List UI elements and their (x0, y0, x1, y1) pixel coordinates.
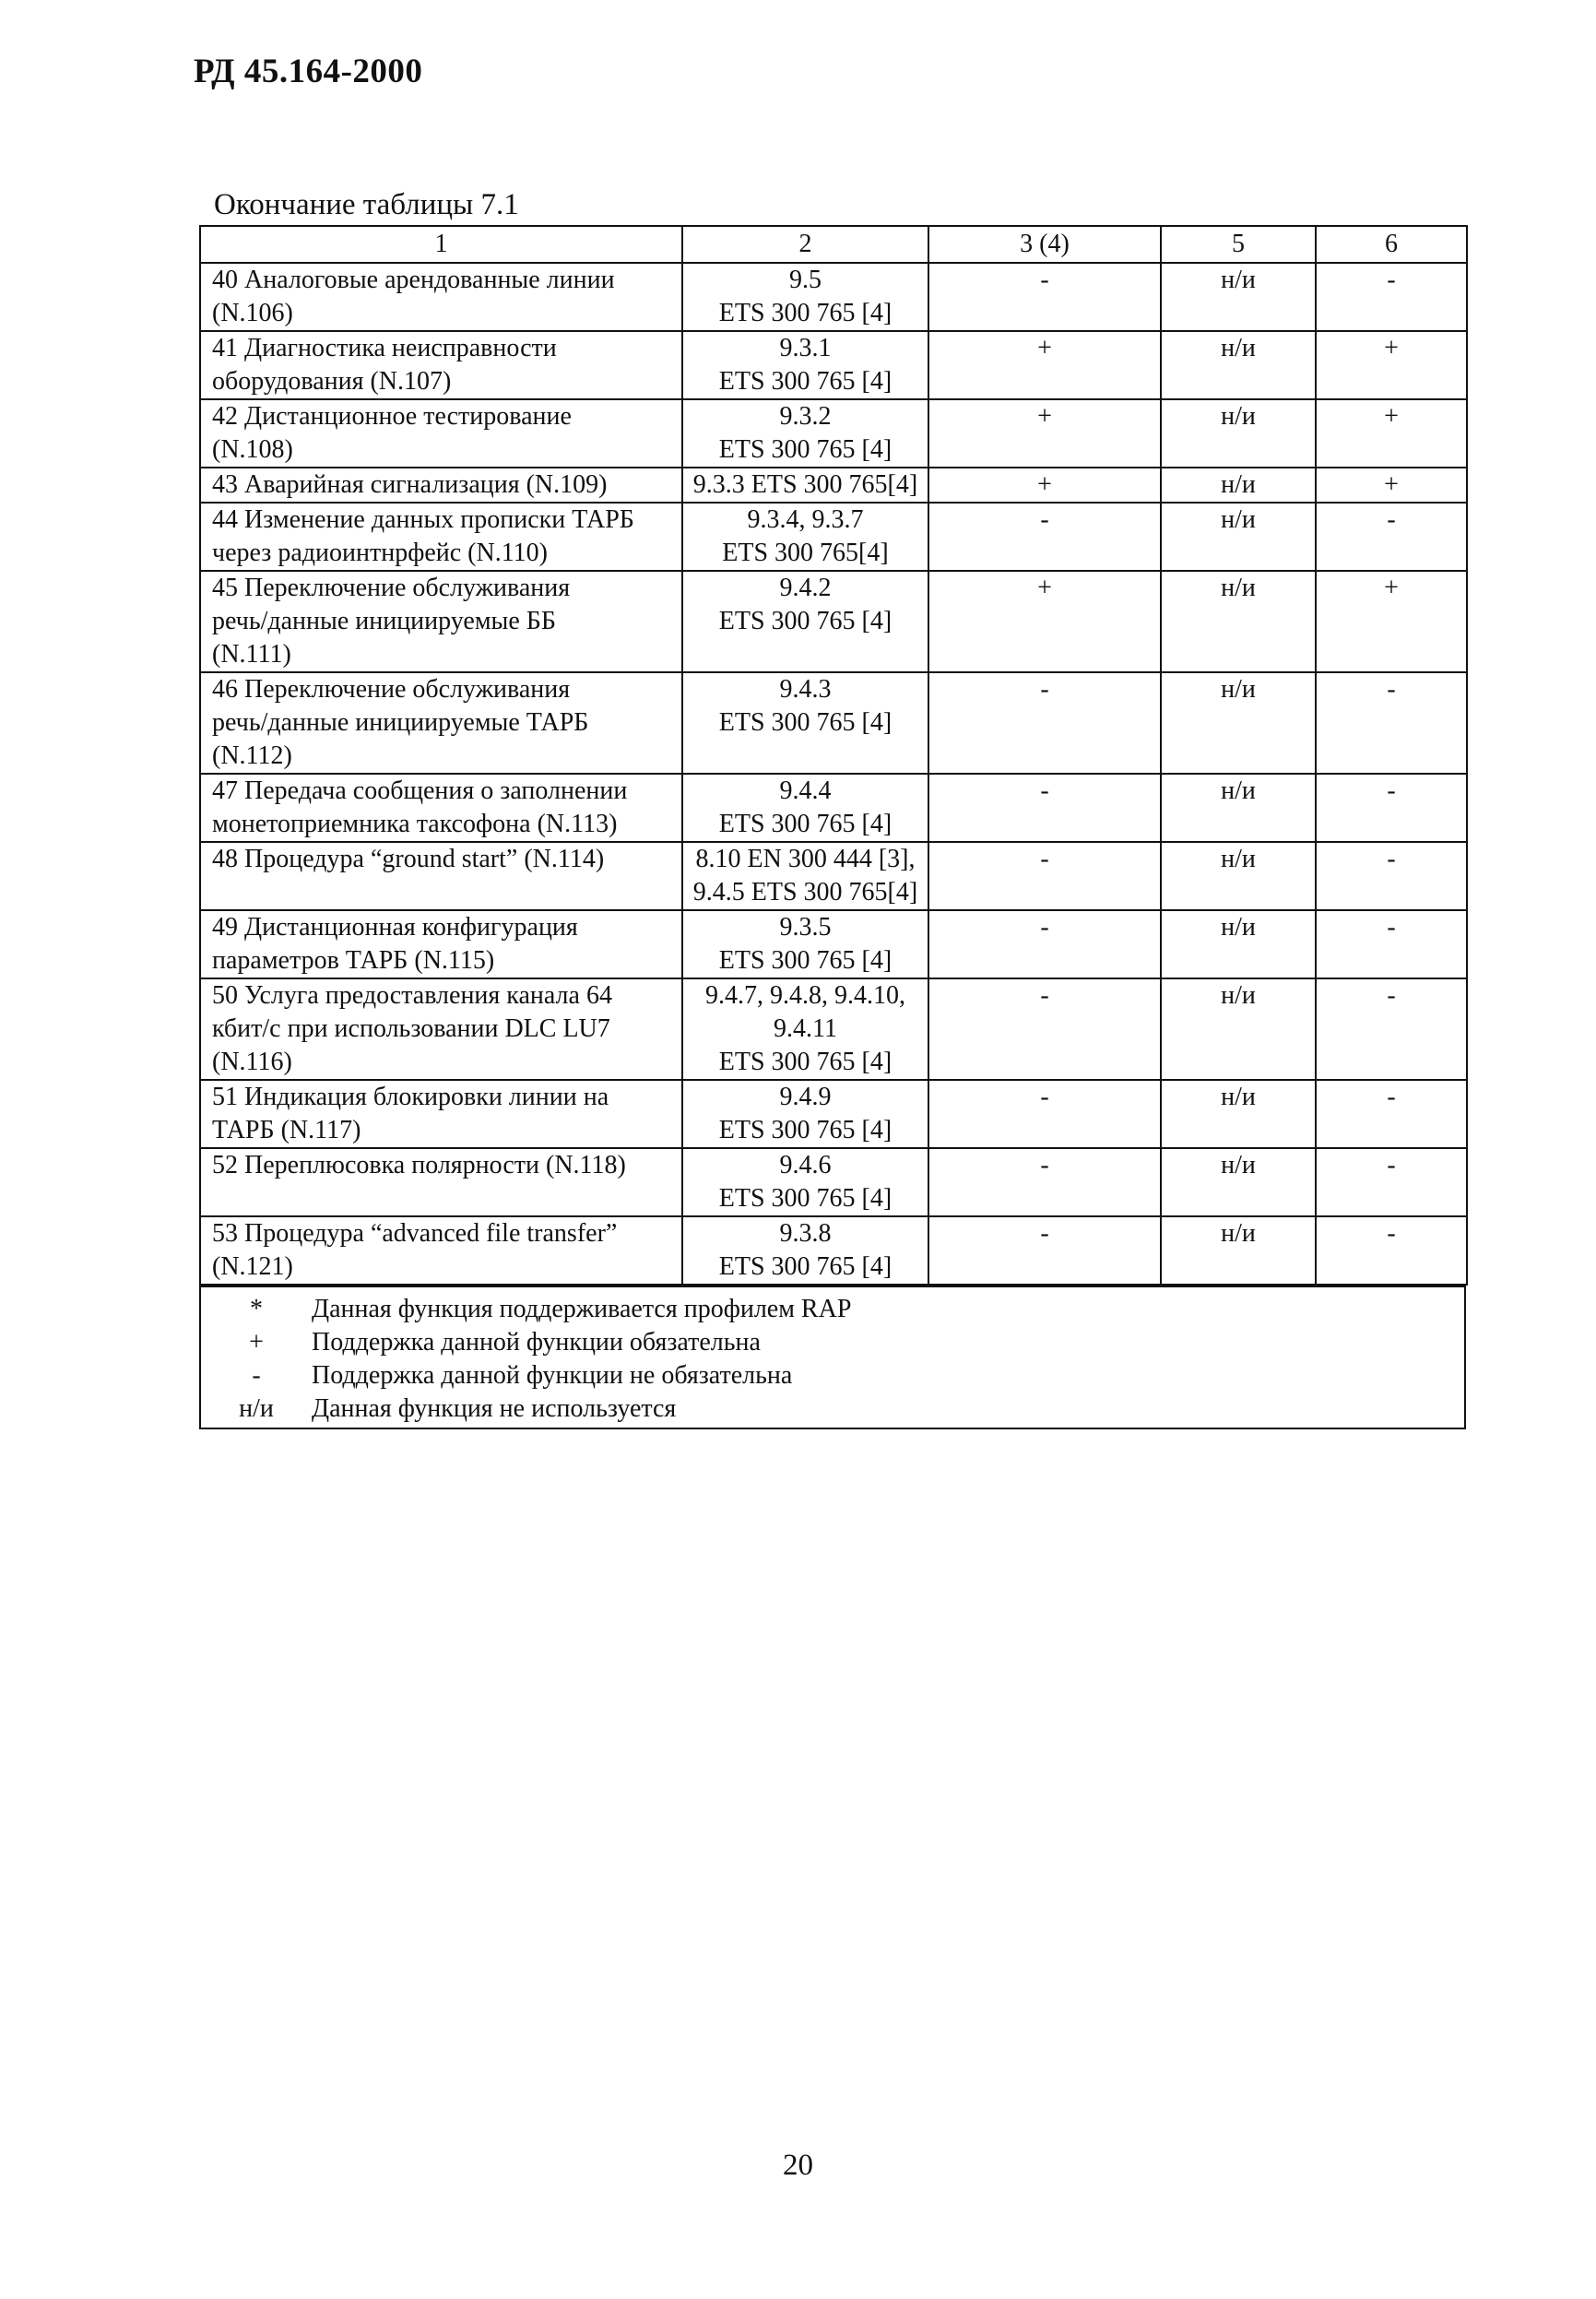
reference-cell-line: 9.4.2 (779, 574, 832, 602)
reference-cell-line: ETS 300 765 [4] (718, 1116, 893, 1144)
function-name-cell-line: 43 Аварийная сигнализация (N.109) (212, 470, 608, 499)
support-col5-cell: н/и (1161, 842, 1316, 910)
legend-symbol: н/и (239, 1394, 274, 1423)
reference-cell-line: 9.4.5 ETS 300 765[4] (692, 878, 918, 907)
column-header: 6 (1316, 226, 1467, 263)
reference-cell-line: ETS 300 765 [4] (718, 367, 893, 396)
column-header: 3 (4) (928, 226, 1161, 263)
support-col3-cell: - (928, 842, 1161, 910)
legend-text: Данная функция не используется (312, 1394, 677, 1423)
support-col5-cell: н/и (1161, 263, 1316, 331)
table-container (199, 225, 1466, 1429)
column-header: 5 (1161, 226, 1316, 263)
support-col3-cell: - (928, 503, 1161, 571)
legend-text: Поддержка данной функции не обязательна (312, 1361, 793, 1390)
reference-cell-line: 9.4.9 (779, 1083, 832, 1111)
function-name-cell (200, 978, 682, 1080)
support-col5-cell: н/и (1161, 978, 1316, 1080)
function-name-cell (200, 503, 682, 571)
function-name-cell-line: (N.106) (212, 299, 293, 327)
table-row (200, 571, 1467, 672)
reference-cell-line: ETS 300 765 [4] (718, 1048, 893, 1076)
function-name-cell (200, 774, 682, 842)
function-name-cell (200, 468, 682, 503)
support-col3-cell: - (928, 1148, 1161, 1216)
function-name-cell-line: (N.121) (212, 1252, 293, 1281)
reference-cell-line: 9.4.3 (779, 675, 832, 704)
support-col6-cell: - (1316, 263, 1467, 331)
function-name-cell-line: 40 Аналоговые арендованные линии (212, 266, 615, 294)
reference-cell-line: 9.4.7, 9.4.8, 9.4.10, (705, 981, 905, 1010)
support-col5-cell: н/и (1161, 910, 1316, 978)
reference-cell (682, 1148, 928, 1216)
function-name-cell-line: (N.116) (212, 1048, 292, 1076)
table-row (200, 774, 1467, 842)
reference-cell-line: ETS 300 765[4] (722, 539, 889, 567)
legend-symbol: + (249, 1328, 264, 1357)
reference-cell (682, 1216, 928, 1285)
reference-cell-line: ETS 300 765 [4] (718, 810, 893, 838)
function-name-cell (200, 1216, 682, 1285)
table-caption: Окончание таблицы 7.1 (214, 188, 519, 221)
legend-item (201, 1326, 1464, 1359)
support-col6-cell: - (1316, 774, 1467, 842)
support-col3-cell: - (928, 774, 1161, 842)
reference-cell-line: 9.3.8 (779, 1219, 832, 1248)
table-row (200, 1148, 1467, 1216)
support-col5-cell: н/и (1161, 1148, 1316, 1216)
table-row (200, 331, 1467, 399)
function-name-cell-line: (N.108) (212, 435, 293, 464)
legend-text: Данная функция поддерживается профилем RAP (312, 1295, 852, 1323)
table-row (200, 1080, 1467, 1148)
table-row (200, 910, 1467, 978)
support-col6-cell: - (1316, 503, 1467, 571)
reference-cell-line: ETS 300 765 [4] (718, 435, 893, 464)
reference-cell (682, 672, 928, 774)
function-name-cell (200, 331, 682, 399)
support-col3-cell: - (928, 1216, 1161, 1285)
support-col6-cell: + (1316, 399, 1467, 468)
reference-cell (682, 774, 928, 842)
function-name-cell-line: 42 Дистанционное тестирование (212, 402, 572, 431)
reference-cell-line: 9.4.6 (779, 1151, 832, 1179)
support-col6-cell: - (1316, 672, 1467, 774)
reference-cell-line: ETS 300 765 [4] (718, 607, 893, 635)
function-name-cell-line: 47 Передача сообщения о заполнении (212, 776, 628, 805)
function-name-cell-line: монетоприемника таксофона (N.113) (212, 810, 618, 838)
support-col6-cell: + (1316, 468, 1467, 503)
legend-symbol: * (250, 1295, 263, 1323)
support-col6-cell: + (1316, 571, 1467, 672)
reference-cell (682, 503, 928, 571)
reference-cell-line: 9.3.5 (779, 913, 832, 942)
support-col5-cell: н/и (1161, 774, 1316, 842)
reference-cell-line: 8.10 EN 300 444 [3], (695, 845, 916, 873)
document-code: РД 45.164-2000 (194, 53, 423, 90)
legend-symbol: - (252, 1361, 261, 1390)
support-col5-cell: н/и (1161, 1080, 1316, 1148)
support-col5-cell: н/и (1161, 672, 1316, 774)
table-body (200, 226, 1467, 1285)
support-col6-cell: - (1316, 842, 1467, 910)
support-col3-cell: + (928, 331, 1161, 399)
function-name-cell-line: 44 Изменение данных прописки ТАРБ (212, 505, 634, 534)
reference-cell (682, 263, 928, 331)
support-col3-cell: + (928, 571, 1161, 672)
function-name-cell-line: параметров ТАРБ (N.115) (212, 946, 495, 975)
function-name-cell-line: 49 Дистанционная конфигурация (212, 913, 578, 942)
reference-cell-line: 9.4.4 (779, 776, 832, 805)
function-name-cell-line: 53 Процедура “advanced file transfer” (212, 1219, 618, 1248)
table-row (200, 468, 1467, 503)
function-name-cell-line: оборудования (N.107) (212, 367, 452, 396)
reference-cell (682, 842, 928, 910)
support-col5-cell: н/и (1161, 1216, 1316, 1285)
reference-cell-line: ETS 300 765 [4] (718, 708, 893, 737)
function-name-cell-line: 50 Услуга предоставления канала 64 (212, 981, 612, 1010)
function-name-cell-line: речь/данные инициируемые ББ (212, 607, 556, 635)
function-name-cell-line: 48 Процедура “ground start” (N.114) (212, 845, 605, 873)
reference-cell (682, 399, 928, 468)
reference-cell-line: ETS 300 765 [4] (718, 1252, 893, 1281)
legend-item (201, 1359, 1464, 1392)
support-col6-cell: - (1316, 1216, 1467, 1285)
reference-cell (682, 331, 928, 399)
legend (199, 1286, 1466, 1429)
reference-cell-line: 9.3.1 (779, 334, 832, 362)
support-col6-cell: - (1316, 978, 1467, 1080)
function-name-cell (200, 1148, 682, 1216)
reference-cell-line: ETS 300 765 [4] (718, 299, 893, 327)
reference-cell (682, 978, 928, 1080)
function-name-cell (200, 672, 682, 774)
reference-cell-line: 9.3.3 ETS 300 765[4] (692, 470, 918, 499)
page-number: 20 (783, 2149, 813, 2182)
support-col3-cell: - (928, 910, 1161, 978)
function-name-cell-line: (N.112) (212, 741, 292, 770)
support-col3-cell: - (928, 1080, 1161, 1148)
support-col3-cell: - (928, 672, 1161, 774)
support-col5-cell: н/и (1161, 503, 1316, 571)
legend-text: Поддержка данной функции обязательна (312, 1328, 761, 1357)
reference-cell-line: ETS 300 765 [4] (718, 946, 893, 975)
legend-list (201, 1293, 1464, 1426)
support-col3-cell: + (928, 468, 1161, 503)
support-col5-cell: н/и (1161, 399, 1316, 468)
table-row (200, 399, 1467, 468)
column-header: 2 (682, 226, 928, 263)
function-name-cell (200, 1080, 682, 1148)
support-col3-cell: - (928, 978, 1161, 1080)
column-header: 1 (200, 226, 682, 263)
reference-cell (682, 1080, 928, 1148)
table-row (200, 263, 1467, 331)
function-name-cell-line: 52 Переплюсовка полярности (N.118) (212, 1151, 626, 1179)
function-name-cell-line: речь/данные инициируемые ТАРБ (212, 708, 589, 737)
legend-item (201, 1392, 1464, 1426)
function-name-cell-line: через радиоинтнрфейс (N.110) (212, 539, 548, 567)
function-name-cell (200, 399, 682, 468)
table-header-row (200, 226, 1467, 263)
reference-cell-line: 9.4.11 (774, 1014, 837, 1043)
reference-cell (682, 571, 928, 672)
reference-cell (682, 468, 928, 503)
support-col6-cell: - (1316, 1080, 1467, 1148)
function-name-cell (200, 842, 682, 910)
reference-cell-line: 9.3.4, 9.3.7 (747, 505, 864, 534)
support-col5-cell: н/и (1161, 468, 1316, 503)
reference-cell-line: 9.5 (789, 266, 822, 294)
function-name-cell-line: кбит/с при использовании DLC LU7 (212, 1014, 610, 1043)
function-name-cell-line: 46 Переключение обслуживания (212, 675, 571, 704)
support-col5-cell: н/и (1161, 571, 1316, 672)
table-row (200, 1216, 1467, 1285)
function-name-cell-line: ТАРБ (N.117) (212, 1116, 361, 1144)
support-col6-cell: + (1316, 331, 1467, 399)
table-row (200, 978, 1467, 1080)
table-row (200, 503, 1467, 571)
function-name-cell-line: 41 Диагностика неисправности (212, 334, 557, 362)
support-col5-cell: н/и (1161, 331, 1316, 399)
support-col6-cell: - (1316, 910, 1467, 978)
support-col3-cell: + (928, 399, 1161, 468)
function-name-cell-line: 45 Переключение обслуживания (212, 574, 571, 602)
function-name-cell (200, 571, 682, 672)
function-name-cell (200, 263, 682, 331)
support-col3-cell: - (928, 263, 1161, 331)
function-name-cell-line: (N.111) (212, 640, 291, 669)
reference-cell-line: ETS 300 765 [4] (718, 1184, 893, 1213)
reference-cell (682, 910, 928, 978)
table-row (200, 672, 1467, 774)
requirements-table (199, 225, 1468, 1286)
support-col6-cell: - (1316, 1148, 1467, 1216)
function-name-cell (200, 910, 682, 978)
table-row (200, 842, 1467, 910)
function-name-cell-line: 51 Индикация блокировки линии на (212, 1083, 609, 1111)
reference-cell-line: 9.3.2 (779, 402, 832, 431)
legend-item (201, 1293, 1464, 1326)
